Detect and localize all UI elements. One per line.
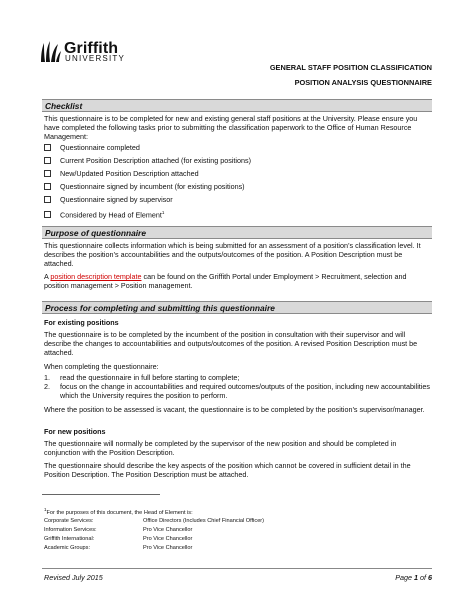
document-subtitle: POSITION ANALYSIS QUESTIONNAIRE <box>294 78 432 87</box>
checkbox[interactable] <box>44 157 51 164</box>
footnote-text: $^1$For the purposes of this document, the Head of Element is: <box>44 507 193 516</box>
process-heading-bar <box>42 301 432 314</box>
logo-subtext: UNIVERSITY <box>65 54 126 63</box>
process-heading: Process for completing and submitting this questionnaire <box>45 303 275 313</box>
new-positions-detail-paragraph: The questionnaire should describe the key aspects of the position which cannot be covered in sufficient detail in the Position Description. The Position Description must be attached. <box>44 461 411 480</box>
checkbox[interactable] <box>44 211 51 218</box>
document-title: GENERAL STAFF POSITION CLASSIFICATION <box>269 63 432 72</box>
new-positions-paragraph: The questionnaire will normally be completed by the supervisor of the new position and should be completed in conjunction with the Position Description. <box>44 439 397 458</box>
griffith-logo <box>38 40 158 66</box>
checklist-item: Current Position Description attached (for existing positions) <box>44 156 251 165</box>
when-completing-text: When completing the questionnaire: <box>44 362 159 371</box>
checklist-item: Questionnaire completed <box>44 143 140 152</box>
checklist-item: New/Updated Position Description attached <box>44 169 199 178</box>
purpose-heading-bar <box>42 226 432 239</box>
revision-date: Revised July 2015 <box>44 573 103 582</box>
checkbox[interactable] <box>44 196 51 203</box>
purpose-heading: Purpose of questionnaire <box>45 228 146 238</box>
checklist-intro: This questionnaire is to be completed for new and existing general staff positions at the University. Please ensure you have completed the following tasks prior to submitting the classification paperwork to the Office of Human Resource Management: <box>44 114 418 142</box>
checkbox[interactable] <box>44 183 51 190</box>
footnote-divider <box>42 494 160 495</box>
checkbox[interactable] <box>44 170 51 177</box>
checklist-item: Considered by Head of Element$^1$ <box>44 208 164 219</box>
checklist-heading: Checklist <box>45 101 83 111</box>
document-page: Griffith UNIVERSITY GENERAL STAFF POSITION CLASSIFICATION POSITION ANALYSIS QUESTIONNAIRE Checklist This questionnaire is to be completed for new and existing general staff positions at the University. Please ensure you have completed the following tasks prior to submitting the classification paperwork to the Office of Human Resource Management: Questionnaire completed Current Position Description attached (for existing positions) New/Updated Position Description attached Questionnaire signed by incumbent (for existing positions) Questionnaire signed by supervisor Considered by Head of Element$^1$ Purpose of questionnaire This questionnaire collects information which is being submitted for an assessment of a position’s classification level. It describes the position’s accountabilities and the outputs/outcomes of the position. A Position Description must be attached. A position description template can be found on the Griffith Portal under Employment > Recruitment, selection and position management > Position management. Process for completing and submitting this questionnaire For existing positions The questionnaire is to be completed by the incumbent of the position in consultation with their supervisor and will describe the changes to accountabilities and outputs/outcomes of the position. A revised Position Description must be attached. When completing the questionnaire: 1. read the questionnaire in full before starting to complete; 2. focus on the change in accountabilities and required outcomes/outputs of the position, including new accountabilities which the University requires the position to perform. Where the position to be assessed is vacant, the questionnaire is to be completed by the position’s supervisor/manager. For new positions The questionnaire will normally be completed by the supervisor of the new position and should be completed in conjunction with the Position Description. The questionnaire should describe the key aspects of the position which cannot be covered in sufficient detail in the Position Description. The Position Description must be attached. $^1$For the purposes of this document, the Head of Element is: Corporate Services: Office Directors (Includes Chief Financial Officer) Information Services: Pro Vice Chancellor Griffith International: Pro Vice Chancellor Academic Groups: Pro Vice Chancellor Revised July 2015 Page 1 of 6 <box>0 0 474 613</box>
vacant-position-paragraph: Where the position to be assessed is vacant, the questionnaire is to be completed by the position’s supervisor/manager. <box>44 405 425 414</box>
footnote-marker: 1 <box>161 210 165 215</box>
purpose-paragraph: This questionnaire collects information which is being submitted for an assessment of a position’s classification level. It describes the position’s accountabilities and the outputs/outcomes of the position. A Position Description must be attached. <box>44 241 421 269</box>
page-number: Page 1 of 6 <box>395 573 432 582</box>
griffith-logo-icon <box>38 40 62 64</box>
logo-name: Griffith <box>64 40 119 57</box>
checklist-heading-bar <box>42 99 432 112</box>
checklist-item: Questionnaire signed by incumbent (for existing positions) <box>44 182 245 191</box>
existing-positions-paragraph: The questionnaire is to be completed by the incumbent of the position in consultation with their supervisor and will describe the changes to accountabilities and outputs/outcomes of the position. A revised Position Description must be attached. <box>44 330 418 358</box>
purpose-template-paragraph: A position description template can be found on the Griffith Portal under Employment > Recruitment, selection and position management > Position management. <box>44 272 407 291</box>
new-positions-heading: For new positions <box>44 427 106 436</box>
checkbox[interactable] <box>44 144 51 151</box>
checklist-item: Questionnaire signed by supervisor <box>44 195 173 204</box>
footer-divider <box>42 568 432 569</box>
position-description-template-link[interactable]: position description template <box>50 272 142 281</box>
existing-positions-heading: For existing positions <box>44 318 119 327</box>
